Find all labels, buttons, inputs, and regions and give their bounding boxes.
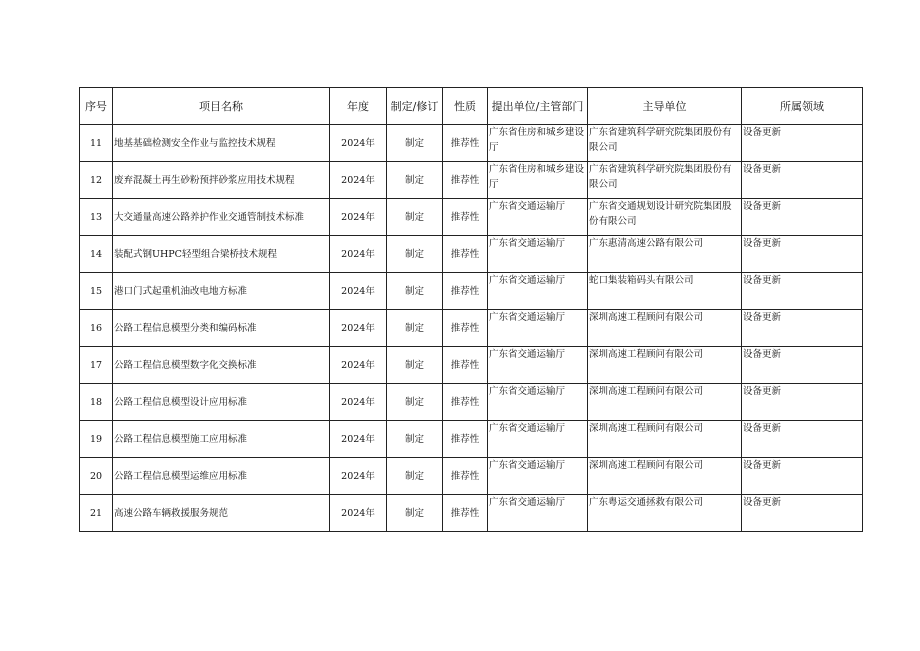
cell-type: 制定: [387, 421, 443, 458]
cell-proposer: 广东省住房和城乡建设厅: [488, 125, 588, 162]
header-project-name: 项目名称: [113, 88, 330, 125]
cell-nature: 推荐性: [443, 384, 488, 421]
cell-year: 2024年: [330, 495, 387, 532]
cell-field: 设备更新: [742, 199, 863, 236]
cell-serial: 19: [80, 421, 113, 458]
cell-type: 制定: [387, 347, 443, 384]
table-row: [80, 273, 863, 310]
cell-serial: 21: [80, 495, 113, 532]
cell-lead-unit: 蛇口集装箱码头有限公司: [588, 273, 742, 310]
cell-year: 2024年: [330, 273, 387, 310]
cell-field: 设备更新: [742, 310, 863, 347]
cell-year: 2024年: [330, 125, 387, 162]
cell-project-name: 公路工程信息模型施工应用标准: [113, 421, 330, 458]
cell-serial: 16: [80, 310, 113, 347]
cell-nature: 推荐性: [443, 236, 488, 273]
cell-lead-unit: 深圳高速工程顾问有限公司: [588, 458, 742, 495]
header-row: [80, 88, 863, 125]
cell-serial: 15: [80, 273, 113, 310]
cell-field: 设备更新: [742, 384, 863, 421]
cell-serial: 20: [80, 458, 113, 495]
header-serial: 序号: [80, 88, 113, 125]
cell-project-name: 公路工程信息模型运维应用标准: [113, 458, 330, 495]
table-row: [80, 384, 863, 421]
cell-project-name: 地基基础检测安全作业与监控技术规程: [113, 125, 330, 162]
cell-nature: 推荐性: [443, 421, 488, 458]
cell-lead-unit: 深圳高速工程顾问有限公司: [588, 347, 742, 384]
cell-year: 2024年: [330, 199, 387, 236]
cell-serial: 11: [80, 125, 113, 162]
cell-year: 2024年: [330, 458, 387, 495]
cell-lead-unit: 深圳高速工程顾问有限公司: [588, 384, 742, 421]
standards-table: [79, 87, 863, 532]
header-field: 所属领域: [742, 88, 863, 125]
cell-project-name: 高速公路车辆救援服务规范: [113, 495, 330, 532]
header-type: 制定/修订: [387, 88, 443, 125]
cell-field: 设备更新: [742, 347, 863, 384]
cell-type: 制定: [387, 495, 443, 532]
cell-type: 制定: [387, 310, 443, 347]
cell-lead-unit: 深圳高速工程顾问有限公司: [588, 310, 742, 347]
table-row: [80, 495, 863, 532]
cell-type: 制定: [387, 273, 443, 310]
cell-year: 2024年: [330, 421, 387, 458]
header-year: 年度: [330, 88, 387, 125]
cell-lead-unit: 广东省建筑科学研究院集团股份有限公司: [588, 125, 742, 162]
cell-proposer: 广东省交通运输厅: [488, 421, 588, 458]
cell-project-name: 公路工程信息模型数字化交换标准: [113, 347, 330, 384]
cell-serial: 18: [80, 384, 113, 421]
cell-nature: 推荐性: [443, 125, 488, 162]
table-row: [80, 347, 863, 384]
cell-project-name: 废弃混凝土再生砂粉预拌砂浆应用技术规程: [113, 162, 330, 199]
cell-nature: 推荐性: [443, 458, 488, 495]
cell-proposer: 广东省住房和城乡建设厅: [488, 162, 588, 199]
cell-type: 制定: [387, 236, 443, 273]
cell-nature: 推荐性: [443, 162, 488, 199]
table-row: [80, 310, 863, 347]
cell-lead-unit: 广东粤运交通拯救有限公司: [588, 495, 742, 532]
cell-lead-unit: 广东省交通规划设计研究院集团股份有限公司: [588, 199, 742, 236]
table-row: [80, 199, 863, 236]
cell-proposer: 广东省交通运输厅: [488, 384, 588, 421]
cell-type: 制定: [387, 199, 443, 236]
cell-project-name: 港口门式起重机油改电地方标准: [113, 273, 330, 310]
table-row: [80, 125, 863, 162]
table-row: [80, 421, 863, 458]
cell-nature: 推荐性: [443, 273, 488, 310]
cell-year: 2024年: [330, 310, 387, 347]
cell-type: 制定: [387, 458, 443, 495]
cell-lead-unit: 深圳高速工程顾问有限公司: [588, 421, 742, 458]
cell-proposer: 广东省交通运输厅: [488, 347, 588, 384]
cell-type: 制定: [387, 162, 443, 199]
cell-field: 设备更新: [742, 495, 863, 532]
cell-field: 设备更新: [742, 125, 863, 162]
cell-type: 制定: [387, 125, 443, 162]
cell-nature: 推荐性: [443, 310, 488, 347]
cell-year: 2024年: [330, 384, 387, 421]
cell-serial: 12: [80, 162, 113, 199]
cell-year: 2024年: [330, 347, 387, 384]
table-row: [80, 458, 863, 495]
cell-field: 设备更新: [742, 162, 863, 199]
cell-proposer: 广东省交通运输厅: [488, 199, 588, 236]
cell-year: 2024年: [330, 236, 387, 273]
cell-project-name: 公路工程信息模型设计应用标准: [113, 384, 330, 421]
cell-field: 设备更新: [742, 458, 863, 495]
header-proposer: 提出单位/主管部门: [488, 88, 588, 125]
cell-proposer: 广东省交通运输厅: [488, 458, 588, 495]
cell-lead-unit: 广东省建筑科学研究院集团股份有限公司: [588, 162, 742, 199]
cell-nature: 推荐性: [443, 199, 488, 236]
cell-field: 设备更新: [742, 421, 863, 458]
cell-lead-unit: 广东惠清高速公路有限公司: [588, 236, 742, 273]
header-nature: 性质: [443, 88, 488, 125]
table-row: [80, 236, 863, 273]
cell-project-name: 公路工程信息模型分类和编码标准: [113, 310, 330, 347]
cell-project-name: 大交通量高速公路养护作业交通管制技术标准: [113, 199, 330, 236]
cell-project-name: 装配式钢UHPC轻型组合梁桥技术规程: [113, 236, 330, 273]
cell-type: 制定: [387, 384, 443, 421]
cell-proposer: 广东省交通运输厅: [488, 495, 588, 532]
cell-serial: 14: [80, 236, 113, 273]
cell-proposer: 广东省交通运输厅: [488, 236, 588, 273]
header-lead-unit: 主导单位: [588, 88, 742, 125]
cell-field: 设备更新: [742, 273, 863, 310]
table-row: [80, 162, 863, 199]
cell-serial: 13: [80, 199, 113, 236]
cell-nature: 推荐性: [443, 347, 488, 384]
cell-nature: 推荐性: [443, 495, 488, 532]
cell-serial: 17: [80, 347, 113, 384]
cell-year: 2024年: [330, 162, 387, 199]
cell-field: 设备更新: [742, 236, 863, 273]
cell-proposer: 广东省交通运输厅: [488, 310, 588, 347]
cell-proposer: 广东省交通运输厅: [488, 273, 588, 310]
